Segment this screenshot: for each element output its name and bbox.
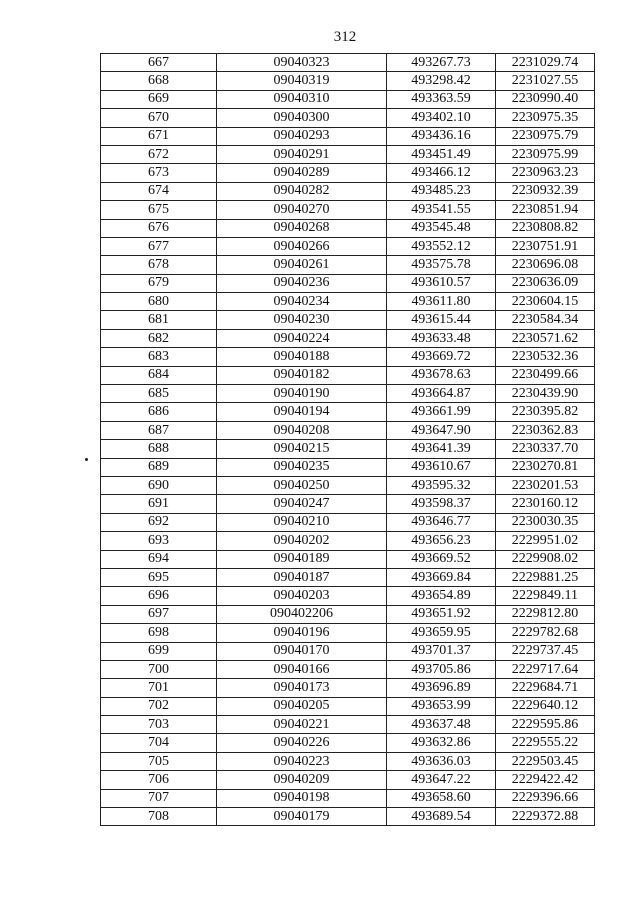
table-row	[101, 734, 595, 752]
y-coordinate-cell: 2230636.09	[496, 274, 595, 292]
point-id-cell: 09040196	[217, 624, 387, 642]
y-coordinate-cell: 2230932.39	[496, 182, 595, 200]
point-id-cell: 09040293	[217, 127, 387, 145]
point-number-cell: 670	[101, 109, 217, 127]
table-row	[101, 458, 595, 476]
point-id-cell: 09040261	[217, 256, 387, 274]
table-row	[101, 182, 595, 200]
point-number-cell: 687	[101, 421, 217, 439]
x-coordinate-cell: 493636.03	[387, 752, 496, 770]
y-coordinate-cell: 2230975.99	[496, 145, 595, 163]
table-row	[101, 127, 595, 145]
x-coordinate-cell: 493545.48	[387, 219, 496, 237]
y-coordinate-cell: 2230975.35	[496, 109, 595, 127]
point-number-cell: 675	[101, 201, 217, 219]
point-number-cell: 690	[101, 476, 217, 494]
y-coordinate-cell: 2230030.35	[496, 513, 595, 531]
point-number-cell: 668	[101, 72, 217, 90]
point-number-cell: 679	[101, 274, 217, 292]
table-row	[101, 164, 595, 182]
point-id-cell: 09040323	[217, 54, 387, 72]
y-coordinate-cell: 2229717.64	[496, 660, 595, 678]
point-id-cell: 09040235	[217, 458, 387, 476]
y-coordinate-cell: 2230808.82	[496, 219, 595, 237]
y-coordinate-cell: 2230337.70	[496, 440, 595, 458]
table-row	[101, 72, 595, 90]
table-row	[101, 532, 595, 550]
point-number-cell: 684	[101, 366, 217, 384]
table-row	[101, 145, 595, 163]
table-row	[101, 274, 595, 292]
point-id-cell: 09040187	[217, 568, 387, 586]
point-id-cell: 09040230	[217, 311, 387, 329]
x-coordinate-cell: 493689.54	[387, 808, 496, 826]
y-coordinate-cell: 2230584.34	[496, 311, 595, 329]
x-coordinate-cell: 493267.73	[387, 54, 496, 72]
point-number-cell: 677	[101, 237, 217, 255]
point-id-cell: 09040188	[217, 348, 387, 366]
table-row	[101, 311, 595, 329]
point-number-cell: 676	[101, 219, 217, 237]
table-row	[101, 366, 595, 384]
x-coordinate-cell: 493701.37	[387, 642, 496, 660]
point-number-cell: 682	[101, 329, 217, 347]
point-number-cell: 671	[101, 127, 217, 145]
point-number-cell: 699	[101, 642, 217, 660]
point-number-cell: 701	[101, 679, 217, 697]
x-coordinate-cell: 493298.42	[387, 72, 496, 90]
point-number-cell: 707	[101, 789, 217, 807]
page-number: 312	[333, 29, 357, 45]
point-number-cell: 703	[101, 716, 217, 734]
table-row	[101, 624, 595, 642]
point-number-cell: 692	[101, 513, 217, 531]
point-number-cell: 681	[101, 311, 217, 329]
stray-mark	[85, 458, 88, 461]
point-id-cell: 09040203	[217, 587, 387, 605]
point-id-cell: 09040289	[217, 164, 387, 182]
point-number-cell: 678	[101, 256, 217, 274]
point-id-cell: 09040189	[217, 550, 387, 568]
table-row	[101, 513, 595, 531]
point-id-cell: 09040205	[217, 697, 387, 715]
y-coordinate-cell: 2229951.02	[496, 532, 595, 550]
x-coordinate-cell: 493363.59	[387, 90, 496, 108]
point-id-cell: 09040209	[217, 771, 387, 789]
point-id-cell: 09040202	[217, 532, 387, 550]
y-coordinate-cell: 2231029.74	[496, 54, 595, 72]
point-number-cell: 689	[101, 458, 217, 476]
coordinates-table-body	[101, 54, 595, 826]
y-coordinate-cell: 2230201.53	[496, 476, 595, 494]
y-coordinate-cell: 2229503.45	[496, 752, 595, 770]
x-coordinate-cell: 493611.80	[387, 293, 496, 311]
table-row	[101, 476, 595, 494]
x-coordinate-cell: 493615.44	[387, 311, 496, 329]
point-number-cell: 686	[101, 403, 217, 421]
x-coordinate-cell: 493661.99	[387, 403, 496, 421]
x-coordinate-cell: 493595.32	[387, 476, 496, 494]
x-coordinate-cell: 493664.87	[387, 385, 496, 403]
x-coordinate-cell: 493552.12	[387, 237, 496, 255]
x-coordinate-cell: 493658.60	[387, 789, 496, 807]
point-id-cell: 09040234	[217, 293, 387, 311]
table-row	[101, 421, 595, 439]
x-coordinate-cell: 493541.55	[387, 201, 496, 219]
point-number-cell: 691	[101, 495, 217, 513]
x-coordinate-cell: 493653.99	[387, 697, 496, 715]
y-coordinate-cell: 2229555.22	[496, 734, 595, 752]
table-row	[101, 329, 595, 347]
y-coordinate-cell: 2229782.68	[496, 624, 595, 642]
x-coordinate-cell: 493436.16	[387, 127, 496, 145]
x-coordinate-cell: 493633.48	[387, 329, 496, 347]
table-row	[101, 605, 595, 623]
y-coordinate-cell: 2231027.55	[496, 72, 595, 90]
y-coordinate-cell: 2230696.08	[496, 256, 595, 274]
y-coordinate-cell: 2229640.12	[496, 697, 595, 715]
point-number-cell: 693	[101, 532, 217, 550]
point-id-cell: 09040268	[217, 219, 387, 237]
point-number-cell: 694	[101, 550, 217, 568]
y-coordinate-cell: 2230270.81	[496, 458, 595, 476]
y-coordinate-cell: 2230751.91	[496, 237, 595, 255]
table-row	[101, 256, 595, 274]
x-coordinate-cell: 493656.23	[387, 532, 496, 550]
point-id-cell: 09040194	[217, 403, 387, 421]
table-row	[101, 495, 595, 513]
point-id-cell: 09040247	[217, 495, 387, 513]
point-number-cell: 702	[101, 697, 217, 715]
point-number-cell: 696	[101, 587, 217, 605]
y-coordinate-cell: 2230395.82	[496, 403, 595, 421]
table-row	[101, 54, 595, 72]
table-row	[101, 679, 595, 697]
x-coordinate-cell: 493669.84	[387, 568, 496, 586]
x-coordinate-cell: 493705.86	[387, 660, 496, 678]
point-id-cell: 09040266	[217, 237, 387, 255]
table-row	[101, 237, 595, 255]
point-id-cell: 09040300	[217, 109, 387, 127]
x-coordinate-cell: 493466.12	[387, 164, 496, 182]
point-id-cell: 09040198	[217, 789, 387, 807]
point-id-cell: 09040210	[217, 513, 387, 531]
y-coordinate-cell: 2229908.02	[496, 550, 595, 568]
point-id-cell: 09040224	[217, 329, 387, 347]
point-id-cell: 09040215	[217, 440, 387, 458]
x-coordinate-cell: 493641.39	[387, 440, 496, 458]
point-number-cell: 705	[101, 752, 217, 770]
x-coordinate-cell: 493678.63	[387, 366, 496, 384]
point-id-cell: 09040223	[217, 752, 387, 770]
point-id-cell: 09040250	[217, 476, 387, 494]
table-row	[101, 752, 595, 770]
point-id-cell: 09040190	[217, 385, 387, 403]
point-number-cell: 697	[101, 605, 217, 623]
point-number-cell: 667	[101, 54, 217, 72]
point-number-cell: 680	[101, 293, 217, 311]
table-row	[101, 385, 595, 403]
point-id-cell: 090402206	[217, 605, 387, 623]
table-row	[101, 348, 595, 366]
table-row	[101, 697, 595, 715]
y-coordinate-cell: 2229849.11	[496, 587, 595, 605]
y-coordinate-cell: 2230439.90	[496, 385, 595, 403]
point-id-cell: 09040282	[217, 182, 387, 200]
x-coordinate-cell: 493696.89	[387, 679, 496, 697]
point-number-cell: 673	[101, 164, 217, 182]
y-coordinate-cell: 2230571.62	[496, 329, 595, 347]
y-coordinate-cell: 2230851.94	[496, 201, 595, 219]
x-coordinate-cell: 493610.57	[387, 274, 496, 292]
point-id-cell: 09040173	[217, 679, 387, 697]
table-row	[101, 293, 595, 311]
point-id-cell: 09040270	[217, 201, 387, 219]
point-id-cell: 09040291	[217, 145, 387, 163]
x-coordinate-cell: 493632.86	[387, 734, 496, 752]
point-id-cell: 09040236	[217, 274, 387, 292]
table-row	[101, 587, 595, 605]
table-row	[101, 808, 595, 826]
table-row	[101, 550, 595, 568]
x-coordinate-cell: 493646.77	[387, 513, 496, 531]
point-id-cell: 09040166	[217, 660, 387, 678]
table-row	[101, 90, 595, 108]
table-row	[101, 789, 595, 807]
point-number-cell: 706	[101, 771, 217, 789]
table-row	[101, 716, 595, 734]
y-coordinate-cell: 2230604.15	[496, 293, 595, 311]
x-coordinate-cell: 493610.67	[387, 458, 496, 476]
point-number-cell: 685	[101, 385, 217, 403]
y-coordinate-cell: 2229422.42	[496, 771, 595, 789]
table-row	[101, 201, 595, 219]
point-id-cell: 09040310	[217, 90, 387, 108]
y-coordinate-cell: 2230532.36	[496, 348, 595, 366]
point-id-cell: 09040170	[217, 642, 387, 660]
x-coordinate-cell: 493659.95	[387, 624, 496, 642]
x-coordinate-cell: 493647.22	[387, 771, 496, 789]
table-row	[101, 568, 595, 586]
x-coordinate-cell: 493598.37	[387, 495, 496, 513]
point-number-cell: 698	[101, 624, 217, 642]
point-number-cell: 695	[101, 568, 217, 586]
point-id-cell: 09040221	[217, 716, 387, 734]
y-coordinate-cell: 2229737.45	[496, 642, 595, 660]
x-coordinate-cell: 493451.49	[387, 145, 496, 163]
x-coordinate-cell: 493669.72	[387, 348, 496, 366]
y-coordinate-cell: 2229396.66	[496, 789, 595, 807]
x-coordinate-cell: 493485.23	[387, 182, 496, 200]
y-coordinate-cell: 2230963.23	[496, 164, 595, 182]
table-row	[101, 219, 595, 237]
coordinates-table	[100, 53, 595, 826]
y-coordinate-cell: 2230975.79	[496, 127, 595, 145]
y-coordinate-cell: 2229812.80	[496, 605, 595, 623]
y-coordinate-cell: 2230362.83	[496, 421, 595, 439]
x-coordinate-cell: 493402.10	[387, 109, 496, 127]
x-coordinate-cell: 493647.90	[387, 421, 496, 439]
y-coordinate-cell: 2230160.12	[496, 495, 595, 513]
point-number-cell: 669	[101, 90, 217, 108]
point-id-cell: 09040208	[217, 421, 387, 439]
y-coordinate-cell: 2229881.25	[496, 568, 595, 586]
point-id-cell: 09040319	[217, 72, 387, 90]
point-number-cell: 704	[101, 734, 217, 752]
point-id-cell: 09040182	[217, 366, 387, 384]
x-coordinate-cell: 493669.52	[387, 550, 496, 568]
y-coordinate-cell: 2229684.71	[496, 679, 595, 697]
point-number-cell: 700	[101, 660, 217, 678]
table-row	[101, 403, 595, 421]
table-row	[101, 440, 595, 458]
table-row	[101, 642, 595, 660]
x-coordinate-cell: 493651.92	[387, 605, 496, 623]
point-number-cell: 688	[101, 440, 217, 458]
x-coordinate-cell: 493654.89	[387, 587, 496, 605]
y-coordinate-cell: 2229372.88	[496, 808, 595, 826]
point-number-cell: 708	[101, 808, 217, 826]
point-id-cell: 09040226	[217, 734, 387, 752]
point-number-cell: 674	[101, 182, 217, 200]
table-row	[101, 109, 595, 127]
x-coordinate-cell: 493575.78	[387, 256, 496, 274]
y-coordinate-cell: 2230990.40	[496, 90, 595, 108]
point-id-cell: 09040179	[217, 808, 387, 826]
table-row	[101, 660, 595, 678]
x-coordinate-cell: 493637.48	[387, 716, 496, 734]
point-number-cell: 672	[101, 145, 217, 163]
point-number-cell: 683	[101, 348, 217, 366]
table-row	[101, 771, 595, 789]
y-coordinate-cell: 2230499.66	[496, 366, 595, 384]
y-coordinate-cell: 2229595.86	[496, 716, 595, 734]
